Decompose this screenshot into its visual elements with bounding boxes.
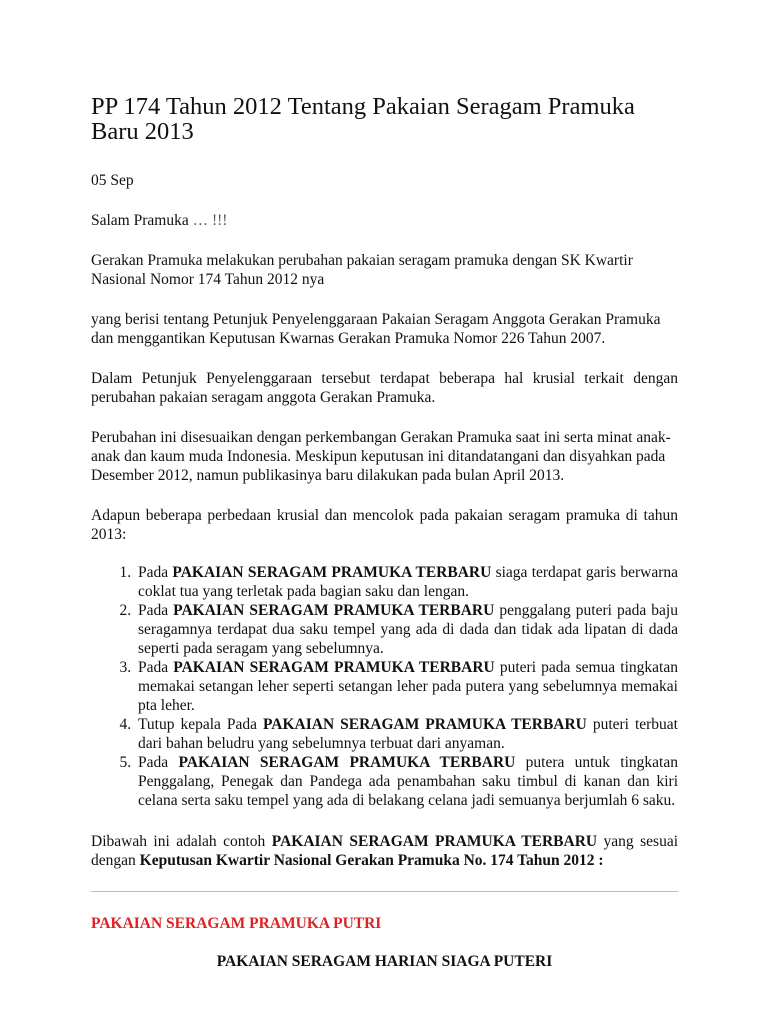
item-bold: PAKAIAN SERAGAM PRAMUKA TERBARU bbox=[172, 564, 492, 581]
item-text: puteri pada semua tingkatan memakai setangan leher seperti setangan leher pada putera yang sebelumnya memakai pta leher. bbox=[138, 659, 678, 714]
paragraph: Gerakan Pramuka melakukan perubahan pakaian seragam pramuka dengan SK Kwartir Nasional Nomor 174 Tahun 2012 nya bbox=[91, 252, 633, 288]
sub-heading: PAKAIAN SERAGAM HARIAN SIAGA PUTERI bbox=[216, 953, 553, 970]
list-item bbox=[135, 715, 678, 753]
greeting-text: Salam Pramuka bbox=[91, 212, 193, 229]
item-text: Pada bbox=[138, 659, 174, 676]
closing-bold: Keputusan Kwartir Nasional Gerakan Pramuka No. 174 Tahun 2012 : bbox=[139, 852, 604, 869]
list-item bbox=[135, 658, 678, 715]
paragraph: Dalam Petunjuk Penyelenggaraan tersebut terdapat beberapa hal krusial terkait dengan perubahan pakaian seragam anggota Gerakan Pramuka. bbox=[91, 370, 678, 406]
post-date: 05 Sep bbox=[91, 172, 134, 189]
paragraph: Perubahan ini disesuaikan dengan perkembangan Gerakan Pramuka saat ini serta minat anak-anak dan kaum muda Indonesia. Meskipun keputusan ini ditandatangani dan disyahkan pada Desember 2012, namun publikasinya baru dilakukan pada bulan April 2013. bbox=[91, 429, 671, 484]
item-bold: PAKAIAN SERAGAM PRAMUKA TERBARU bbox=[178, 754, 516, 771]
greeting bbox=[91, 211, 678, 230]
item-bold: PAKAIAN SERAGAM PRAMUKA TERBARU bbox=[173, 659, 495, 676]
divider bbox=[91, 891, 678, 892]
item-text: siaga terdapat garis berwarna coklat tua yang terletak pada bagian saku dan lengan. bbox=[138, 564, 678, 600]
item-bold: PAKAIAN SERAGAM PRAMUKA TERBARU bbox=[173, 602, 495, 619]
item-text: Pada bbox=[138, 754, 179, 771]
closing-bold: PAKAIAN SERAGAM PRAMUKA TERBARU bbox=[271, 833, 598, 850]
list-item bbox=[135, 753, 678, 810]
item-text: penggalang puteri pada baju seragamnya terdapat dua saku tempel yang ada di dada dan tidak ada lipatan di dada seperti pada seragam yang sebelumnya. bbox=[138, 602, 678, 657]
page-title: PP 174 Tahun 2012 Tentang Pakaian Seragam Pramuka Baru 2013 bbox=[91, 93, 635, 145]
item-text: Tutup kepala Pada bbox=[138, 716, 263, 733]
item-bold: PAKAIAN SERAGAM PRAMUKA TERBARU bbox=[262, 716, 587, 733]
closing-text: Dibawah ini adalah contoh bbox=[91, 833, 272, 850]
list-item bbox=[135, 601, 678, 658]
greeting-dots: … !!! bbox=[192, 212, 228, 229]
list-item bbox=[135, 563, 678, 601]
item-text: Pada bbox=[138, 564, 173, 581]
item-text: puteri terbuat dari bahan beludru yang sebelumnya terbuat dari anyaman. bbox=[138, 716, 678, 752]
item-text: putera untuk tingkatan Penggalang, Penegak dan Pandega ada penambahan saku timbul di kanan dan kiri celana serta saku tempel yang ada di belakang celana jadi semuanya berjumlah 6 saku. bbox=[138, 754, 678, 809]
paragraph: Adapun beberapa perbedaan krusial dan mencolok pada pakaian seragam pramuka di tahun 2013: bbox=[91, 507, 678, 543]
item-text: Pada bbox=[138, 602, 174, 619]
section-heading: PAKAIAN SERAGAM PRAMUKA PUTRI bbox=[91, 915, 382, 932]
closing-text: yang sesuai dengan bbox=[91, 833, 678, 869]
paragraph: yang berisi tentang Petunjuk Penyelenggaraan Pakaian Seragam Anggota Gerakan Pramuka dan menggantikan Keputusan Kwarnas Gerakan Pramuka Nomor 226 Tahun 2007. bbox=[91, 311, 661, 347]
differences-list bbox=[91, 563, 678, 810]
closing-paragraph bbox=[91, 832, 678, 870]
